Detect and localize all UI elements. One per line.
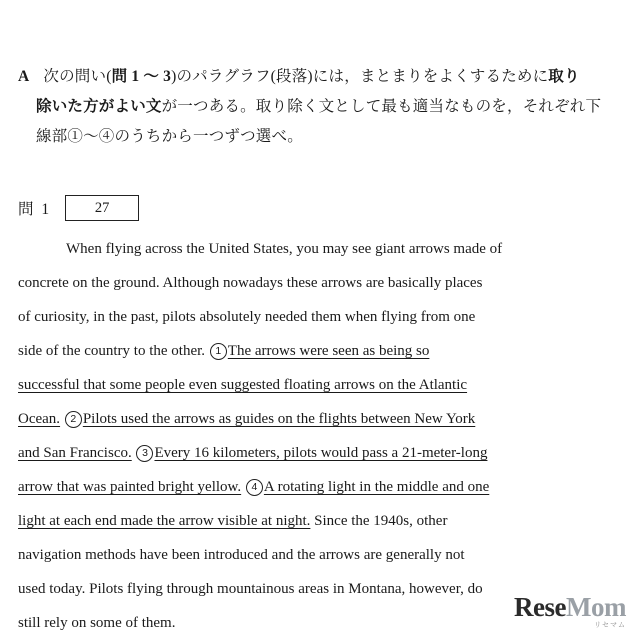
question-header [18,195,139,221]
passage-underlined-text: Every 16 kilometers, pilots would pass a 21-meter-long [154,445,488,461]
passage-text: Since the 1940s, other [310,513,448,529]
passage-underlined-text: A rotating light in the middle and one [263,479,490,495]
passage-line [18,266,624,300]
instruction-text-1a: 次の問い( [43,68,112,85]
passage-text: still rely on some of them. [18,615,176,631]
passage-text: navigation methods have been introduced and the arrows are generally not [18,547,465,563]
section-marker: A [18,68,30,85]
passage-underlined-text: The arrows were seen as being so [227,343,430,359]
instruction-line-1 [18,62,624,92]
passage-underlined-text: Pilots used the arrows as guides on the flights between New York [82,411,476,427]
instruction-text-1c: )のパラグラフ(段落)には，まとまりをよくするために [171,68,549,85]
passage-line [18,538,624,572]
logo-word-b: Mom [566,592,626,622]
logo-wordmark [514,592,626,623]
instruction-text-2a: 除いた方がよい文 [36,98,162,116]
underline-choice-marker-3[interactable]: 3 [136,445,153,462]
underline-choice-marker-4[interactable]: 4 [246,479,263,496]
logo-word-a: Rese [514,592,567,622]
passage-text: side of the country to the other. [18,343,209,359]
passage-underlined-text: successful that some people even suggested floating arrows on the Atlantic [18,377,468,393]
passage-line [18,470,624,504]
instruction-block [18,62,624,153]
instruction-text-3: 線部①～④のうちから一つずつ選べ。 [36,128,303,146]
passage-text: concrete on the ground. Although nowadays these arrows are basically places [18,275,483,291]
underline-choice-marker-1[interactable]: 1 [210,343,227,360]
passage-line [18,436,624,470]
passage-line [18,368,624,402]
instruction-text-1b: 問 1 ～ 3 [111,68,172,85]
passage-line [18,232,624,266]
passage-body [18,232,624,640]
logo-subtext: リセマム [594,622,626,629]
passage-underlined-text: light at each end made the arrow visible at night. [18,513,311,529]
instruction-line-3 [36,122,624,152]
passage-text: of curiosity, in the past, pilots absolutely needed them when flying from one [18,309,476,325]
instruction-text-2b: が一つある。取り除く文として最も適当なものを，それぞれ下 [161,98,602,116]
passage-line [18,300,624,334]
passage-text: When flying across the United States, you may see giant arrows made of [66,241,503,257]
passage-line [18,504,624,538]
passage-text [241,479,245,495]
passage-text [60,411,64,427]
passage-underlined-text: Ocean. [18,411,61,427]
passage-text [132,445,136,461]
passage-line [18,402,624,436]
passage-line [18,334,624,368]
passage-text: used today. Pilots flying through mountainous areas in Montana, however, do [18,581,483,597]
question-label: 問 1 [18,201,52,218]
passage-underlined-text: and San Francisco. [18,445,132,461]
instruction-text-1d: 取り [548,68,580,85]
underline-choice-marker-2[interactable]: 2 [65,411,82,428]
instruction-line-2 [36,92,624,122]
passage-underlined-text: arrow that was painted bright yellow. [18,479,242,495]
resemom-logo [514,592,626,630]
answer-number-box: 27 [65,195,139,221]
